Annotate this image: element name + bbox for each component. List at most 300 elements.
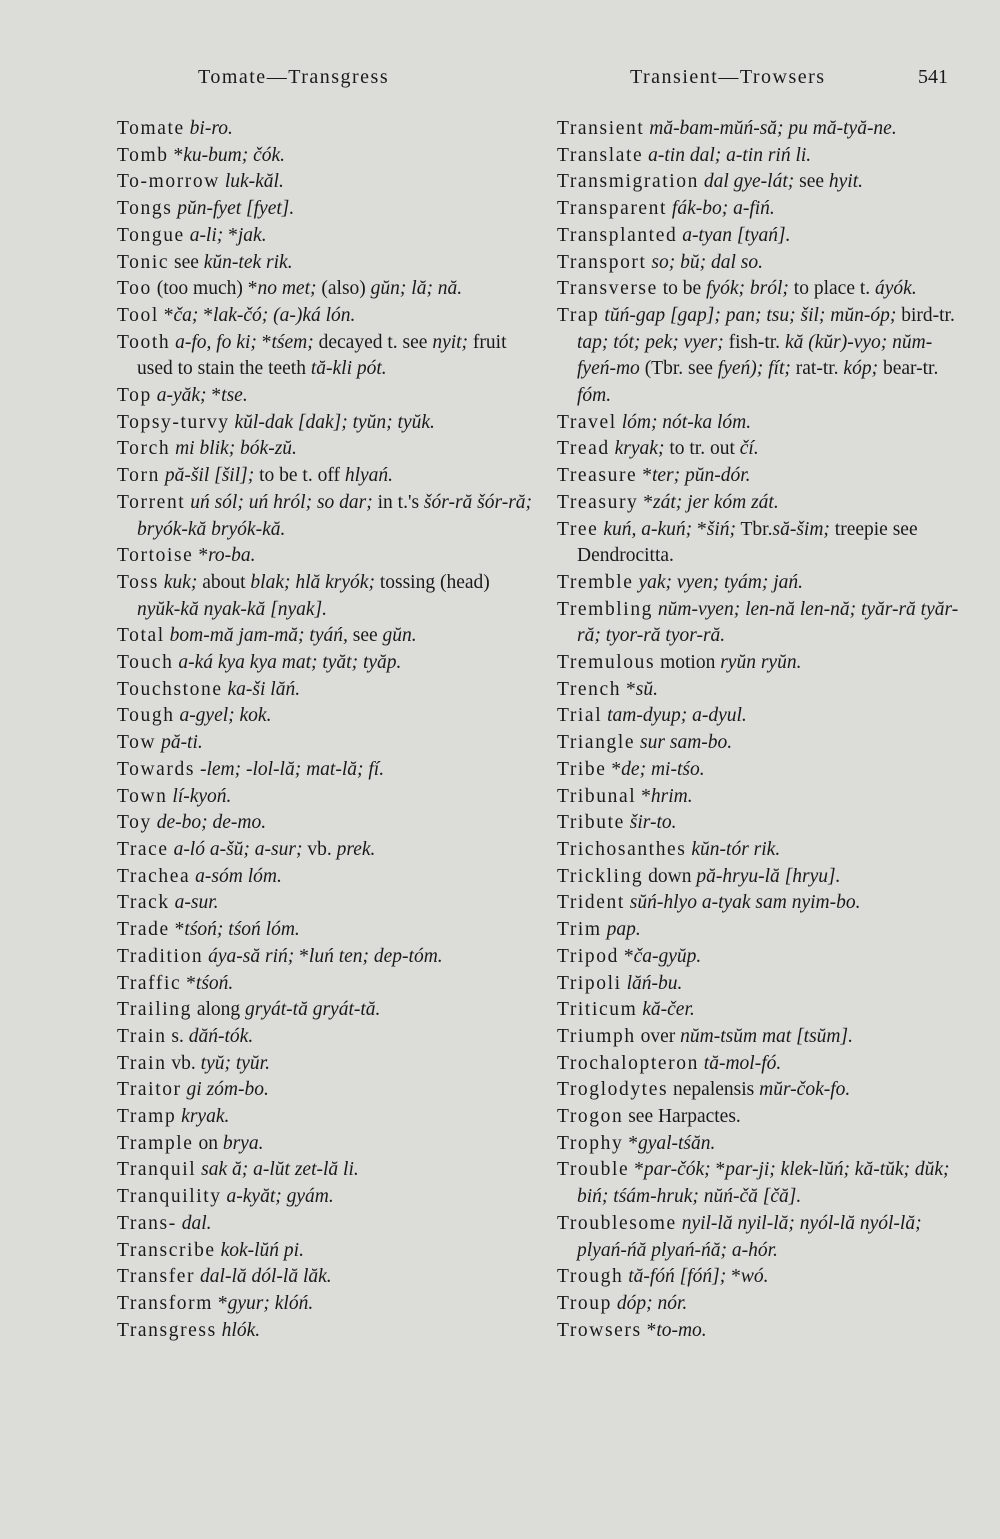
entry-lepcha-text: gi zóm-bo. [186, 1079, 269, 1101]
entry-lepcha-text: mi blik; bók-zŭ. [175, 438, 297, 460]
entry-lepcha-text: ryŭn ryŭn. [720, 652, 802, 674]
entry-lepcha-text: hlyań. [344, 465, 394, 487]
dictionary-entry [117, 570, 537, 623]
dictionary-entry [557, 517, 967, 570]
entry-headword: Trembling [557, 598, 654, 620]
dictionary-entry [557, 143, 967, 170]
entry-headword: Toss [117, 571, 159, 593]
entry-lepcha-text: uń sól; uń hról; so dar; [190, 491, 373, 513]
entry-lepcha-text: să-šim; [772, 518, 830, 540]
entry-lepcha-text: kok-lŭń pi. [220, 1239, 304, 1261]
entry-headword: Triticum [557, 999, 638, 1021]
dictionary-entry [557, 1131, 967, 1158]
entry-lepcha-text: par-čók; [643, 1159, 711, 1181]
entry-headword: Trailing [117, 999, 192, 1021]
entry-english-text: * [710, 1159, 726, 1181]
entry-english-text: * [629, 1159, 644, 1181]
dictionary-entry [557, 410, 967, 437]
entry-lepcha-text: ter; pŭn-dór. [651, 465, 751, 487]
entry-lepcha-text: a-yăk; [156, 385, 207, 407]
entry-lepcha-text: pă-hryu-lă [hryu]. [696, 865, 841, 887]
entry-english-text: fruit used to stain the teeth [137, 331, 507, 380]
entry-lepcha-text: fyók; bról; [706, 278, 789, 300]
entry-lepcha-text: lak-čó; (a-)ká lón. [213, 304, 356, 326]
entry-lepcha-text: kuń, a-kuń; [603, 518, 693, 540]
entry-lepcha-text: hlók. [221, 1319, 261, 1341]
entry-headword: Treasure [557, 465, 638, 487]
dictionary-entry [557, 223, 967, 250]
entry-lepcha-text: gryát-tă gryát-tă. [245, 999, 381, 1021]
dictionary-entry [117, 1131, 537, 1158]
dictionary-entry [117, 410, 537, 437]
entry-headword: Torch [117, 438, 171, 460]
dictionary-entry [117, 784, 537, 811]
entry-headword: Trophy [557, 1132, 624, 1154]
entry-lepcha-text: hrim. [650, 785, 693, 807]
dictionary-entry [117, 971, 537, 998]
dictionary-entry [557, 169, 967, 196]
entry-headword: Toy [117, 812, 152, 834]
dictionary-entry [557, 303, 967, 410]
entry-lepcha-text: kóp; [843, 358, 879, 380]
entry-headword: Triangle [557, 732, 636, 754]
entry-lepcha-text: gyur; klóń. [227, 1292, 314, 1314]
entry-headword: Tomb [117, 144, 169, 166]
dictionary-entry [557, 1157, 967, 1210]
entry-headword: Trowsers [557, 1319, 642, 1341]
entry-headword: Treasury [557, 491, 639, 513]
dictionary-entry [117, 1024, 537, 1051]
entry-english-text: * [181, 972, 196, 994]
entry-english-text: over [635, 1025, 681, 1047]
dictionary-entry [117, 143, 537, 170]
entry-lepcha-text: fóm. [577, 385, 612, 407]
entry-headword: Tradition [117, 945, 204, 967]
dictionary-entry [557, 730, 967, 757]
entry-headword: Tread [557, 438, 610, 460]
dictionary-entry [117, 1104, 537, 1131]
entry-headword: Troglodytes [557, 1079, 669, 1101]
entry-lepcha-text: luk-kăl. [224, 171, 284, 193]
entry-lepcha-text: a-fo, fo ki; [175, 331, 257, 353]
dictionary-entry [557, 1104, 967, 1131]
entry-lepcha-text: dal gye-lát; [703, 171, 795, 193]
entry-headword: Tonic [117, 251, 170, 273]
entry-english-text: see [169, 251, 204, 273]
entry-lepcha-text: jak. [237, 224, 267, 246]
entry-english-text: fish-tr. [723, 331, 785, 353]
entry-lepcha-text: kŭn-tór rik. [691, 838, 781, 860]
entry-english-text: vb. [166, 1052, 201, 1074]
entry-english-text: * [619, 945, 634, 967]
entry-english-text: rat-tr. [790, 358, 844, 380]
dictionary-entry [117, 997, 537, 1024]
entry-lepcha-text: ku-bum; čók. [183, 144, 286, 166]
dictionary-entry [117, 463, 537, 490]
entry-headword: Trans- [117, 1212, 177, 1234]
entry-headword: Tomate [117, 118, 185, 139]
entry-headword: Tooth [117, 331, 171, 353]
entry-headword: Tremulous [557, 652, 656, 674]
left-column [117, 116, 537, 1344]
entry-lepcha-text: kŭn-tek rik. [203, 251, 293, 273]
dictionary-entry [557, 890, 967, 917]
entry-headword: Town [117, 785, 168, 807]
dictionary-entry [117, 730, 537, 757]
entry-lepcha-text: pŭn-fyet [fyet]. [177, 198, 295, 220]
entry-lepcha-text: sak ă; a-lŭt zet-lă li. [201, 1159, 359, 1181]
entry-english-text: see Harpactes. [623, 1106, 741, 1128]
dictionary-entry [557, 463, 967, 490]
entry-lepcha-text: nyŭk-kă nyak-kă [nyak]. [137, 598, 328, 620]
entry-headword: Trim [557, 919, 602, 941]
entry-lepcha-text: tŭń-gap [gap]; pan; tsu; šil; mŭn-óp; [604, 304, 897, 326]
dictionary-entry [557, 1291, 967, 1318]
dictionary-entry [117, 810, 537, 837]
dictionary-entry [557, 1051, 967, 1078]
entry-lepcha-text: áyók. [875, 278, 917, 300]
entry-english-text: * [636, 785, 651, 807]
entry-english-text: decayed t. see [313, 331, 433, 353]
entry-headword: Trickling [557, 865, 644, 887]
entry-lepcha-text: tyŭ; tyŭr. [200, 1052, 270, 1074]
entry-headword: Transmigration [557, 171, 699, 193]
entry-headword: Towards [117, 758, 196, 780]
entry-english-text: about [197, 571, 251, 593]
entry-headword: Touchstone [117, 678, 223, 700]
entry-lepcha-text: tse. [221, 385, 248, 407]
dictionary-entry [117, 1077, 537, 1104]
entry-english-text: * [692, 518, 707, 540]
entry-lepcha-text: tă-mol-fó. [703, 1052, 782, 1074]
dictionary-entry [557, 196, 967, 223]
entry-english-text: along [191, 999, 246, 1021]
entry-lepcha-text: a-ló a-šŭ; a-sur; [173, 838, 303, 860]
entry-lepcha-text: mă-bam-mŭń-să; pu mă-tyă-ne. [649, 118, 897, 139]
dictionary-entry [117, 864, 537, 891]
entry-lepcha-text: gŭn; lă; nă. [370, 278, 463, 300]
entry-english-text: * [168, 144, 184, 166]
entry-headword: Tranquility [117, 1186, 222, 1208]
entry-lepcha-text: áya-să riń; [208, 945, 295, 967]
dictionary-entry [557, 1264, 967, 1291]
entry-headword: Too [117, 278, 152, 300]
entry-headword: Traitor [117, 1079, 182, 1101]
dictionary-entry [557, 116, 967, 143]
dictionary-entry [117, 116, 537, 143]
entry-lepcha-text: zát; jer kóm zát. [653, 491, 779, 513]
entry-lepcha-text: a-li; [189, 224, 224, 246]
entry-lepcha-text: šir-to. [629, 812, 677, 834]
entry-lepcha-text: hyit. [828, 171, 864, 193]
entry-lepcha-text: prek. [336, 838, 376, 860]
entry-lepcha-text: a-ká kya kya mat; tyăt; tyăp. [178, 652, 402, 674]
dictionary-entry [117, 623, 537, 650]
entry-lepcha-text: gŭn. [382, 625, 417, 647]
entry-english-text: nepalensis [668, 1079, 760, 1101]
entry-headword: Tongue [117, 224, 185, 246]
entry-english-text: (too much) * [151, 278, 258, 300]
dictionary-entry [117, 837, 537, 864]
dictionary-entry [117, 917, 537, 944]
dictionary-entry [117, 703, 537, 730]
entry-headword: Transfer [117, 1266, 196, 1288]
entry-lepcha-text: bom-mă jam-mă; tyáń, [169, 625, 348, 647]
entry-english-text: to tr. out [664, 438, 740, 460]
entry-headword: Transcribe [117, 1239, 216, 1261]
dictionary-entry [117, 1238, 537, 1265]
entry-english-text: * [206, 385, 222, 407]
entry-lepcha-text: yak; vyen; tyám; jań. [638, 571, 804, 593]
entry-headword: Tree [557, 518, 599, 540]
entry-headword: Total [117, 625, 165, 647]
entry-lepcha-text: fyeń); fít; [717, 358, 791, 380]
entry-headword: Torn [117, 465, 160, 487]
dictionary-entry [117, 330, 537, 383]
entry-lepcha-text: lí-kyoń. [172, 785, 232, 807]
dictionary-entry [117, 276, 537, 303]
entry-english-text: * [623, 1132, 638, 1154]
entry-headword: Touch [117, 652, 174, 674]
entry-english-text: * [198, 304, 214, 326]
entry-headword: Tripod [557, 945, 619, 967]
entry-headword: Track [117, 892, 170, 914]
dictionary-entry [117, 196, 537, 223]
dictionary-entry [557, 864, 967, 891]
entry-headword: Tramp [117, 1106, 177, 1128]
entry-headword: Top [117, 385, 152, 407]
entry-headword: Transient [557, 118, 645, 139]
entry-english-text: * [294, 945, 309, 967]
entry-lepcha-text: šiń; [706, 518, 736, 540]
entry-english-text: * [726, 1266, 741, 1288]
entry-lepcha-text: to-mo. [656, 1319, 707, 1341]
dictionary-entry [117, 169, 537, 196]
entry-headword: Tool [117, 304, 159, 326]
entry-headword: Transport [557, 251, 647, 273]
entry-headword: Tough [117, 705, 175, 727]
entry-lepcha-text: no met; [257, 278, 317, 300]
entry-headword: Transform [117, 1292, 214, 1314]
entry-english-text: * [158, 304, 174, 326]
entry-headword: Trichosanthes [557, 838, 687, 860]
running-head-left: Tomate—Transgress [198, 66, 390, 88]
dictionary-entry [557, 436, 967, 463]
entry-headword: Tribunal [557, 785, 637, 807]
entry-headword: Trample [117, 1132, 194, 1154]
dictionary-entry [557, 1077, 967, 1104]
entry-lepcha-text: luń ten; dep-tóm. [308, 945, 443, 967]
entry-lepcha-text: sur sam-bo. [640, 732, 733, 754]
dictionary-entry [557, 490, 967, 517]
entry-lepcha-text: šór-ră šór-ră; bryók-kă bryók-kă. [137, 491, 533, 540]
entry-headword: Transparent [557, 198, 668, 220]
entry-english-text: * [641, 1319, 657, 1341]
entry-lepcha-text: de-bo; de-mo. [156, 812, 267, 834]
entry-english-text: see [347, 625, 383, 647]
entry-headword: Trace [117, 838, 169, 860]
entry-headword: Triumph [557, 1025, 636, 1047]
entry-headword: Trident [557, 892, 625, 914]
entry-lepcha-text: tă-kli pót. [310, 358, 387, 380]
entry-lepcha-text: blak; hlă kryók; [250, 571, 375, 593]
entry-headword: Troublesome [557, 1212, 677, 1234]
entry-headword: Trouble [557, 1159, 630, 1181]
entry-lepcha-text: pap. [606, 919, 641, 941]
dictionary-entry [557, 250, 967, 277]
dictionary-entry [557, 944, 967, 971]
dictionary-entry [117, 383, 537, 410]
entry-lepcha-text: ča; [173, 304, 199, 326]
entry-english-text: to be [657, 278, 707, 300]
entry-headword: Trogon [557, 1106, 624, 1128]
dictionary-entry [557, 650, 967, 677]
entry-english-text: treepie see Dendrocitta. [577, 518, 918, 567]
entry-headword: Tow [117, 732, 157, 754]
entry-headword: Trap [557, 304, 600, 326]
entry-lepcha-text: -lem; -lol-lă; mat-lă; fí. [199, 758, 385, 780]
right-column [557, 116, 967, 1344]
dictionary-entry [557, 1318, 967, 1345]
entry-headword: Topsy-turvy [117, 411, 230, 433]
entry-english-text: * [637, 465, 652, 487]
entry-english-text: * [169, 919, 185, 941]
dictionary-entry [117, 1318, 537, 1345]
entry-lepcha-text: tap; tót; pek; vyer; [577, 331, 724, 353]
dictionary-entry [117, 890, 537, 917]
dictionary-entry [117, 944, 537, 971]
entry-lepcha-text: gyal-tśăn. [637, 1132, 716, 1154]
entry-lepcha-text: sŭń-hlyo a-tyak sam nyim-bo. [629, 892, 861, 914]
entry-english-text: * [213, 1292, 228, 1314]
entry-lepcha-text: par-ji; klek-lŭń; kă-tŭk; dŭk; biń; tśám-hruk; nŭń-čă [čă]. [577, 1159, 950, 1208]
entry-lepcha-text: dóp; nór. [616, 1292, 688, 1314]
dictionary-entry [117, 223, 537, 250]
dictionary-entry [117, 436, 537, 463]
entry-english-text: bear-tr. [878, 358, 939, 380]
entry-headword: Tranquil [117, 1159, 197, 1181]
dictionary-entry [117, 250, 537, 277]
entry-lepcha-text: kryak; [614, 438, 665, 460]
dictionary-entry [117, 490, 537, 543]
entry-headword: Tribute [557, 812, 625, 834]
dictionary-entry [557, 1024, 967, 1051]
entry-lepcha-text: kŭl-dak [dak]; tyŭn; tyŭk. [234, 411, 435, 433]
entry-headword: Troup [557, 1292, 612, 1314]
entry-headword: Tremble [557, 571, 634, 593]
page-number: 541 [918, 66, 948, 88]
dictionary-entry [117, 1184, 537, 1211]
entry-lepcha-text: nŭm-tsŭm mat [tsŭm]. [680, 1025, 853, 1047]
entry-lepcha-text: kryak. [181, 1106, 230, 1128]
entry-lepcha-text: de; mi-tśo. [621, 758, 705, 780]
entry-headword: Travel [557, 411, 617, 433]
dictionary-entry [557, 837, 967, 864]
entry-lepcha-text: ka-ši lăń. [227, 678, 301, 700]
entry-english-text: motion [655, 652, 721, 674]
entry-lepcha-text: tam-dyup; a-dyul. [607, 705, 747, 727]
entry-english-text: * [606, 758, 622, 780]
entry-lepcha-text: tśoń. [195, 972, 234, 994]
entry-lepcha-text: sŭ. [635, 678, 658, 700]
dictionary-entry [117, 303, 537, 330]
entry-lepcha-text: a-tin dal; a-tin riń li. [648, 144, 812, 166]
entry-english-text: bird-tr. [896, 304, 955, 326]
entry-lepcha-text: lăń-bu. [626, 972, 683, 994]
dictionary-entry [557, 570, 967, 597]
entry-lepcha-text: dăń-tók. [188, 1025, 254, 1047]
dictionary-entry [557, 917, 967, 944]
entry-lepcha-text: ča-gyŭp. [633, 945, 702, 967]
running-head-right: Transient—Trowsers [630, 66, 826, 88]
entry-lepcha-text: brya. [222, 1132, 264, 1154]
dictionary-entry [117, 1291, 537, 1318]
entry-english-text: * [256, 331, 272, 353]
entry-headword: Torrent [117, 491, 186, 513]
entry-english-text: vb. [302, 838, 337, 860]
dictionary-entry [557, 703, 967, 730]
entry-english-text: Tbr. [736, 518, 773, 540]
dictionary-entry [557, 997, 967, 1024]
entry-lepcha-text: pă-šil [šil]; [164, 465, 255, 487]
entry-english-text: down [643, 865, 697, 887]
dictionary-entry [557, 1211, 967, 1264]
entry-lepcha-text: a-gyel; kok. [179, 705, 272, 727]
dictionary-entry [557, 677, 967, 704]
dictionary-entry [117, 757, 537, 784]
entry-english-text: * [193, 545, 209, 567]
entry-headword: Tortoise [117, 545, 194, 567]
entry-lepcha-text: nŭm-vyen; len-nă len-nă; tyăr-ră tyăr-ră; tyor-ră tyor-ră. [577, 598, 959, 647]
entry-lepcha-text: nyil-lă nyil-lă; nyól-lă nyól-lă; plyań-ńă plyań-ńă; a-hór. [577, 1212, 922, 1261]
entry-english-text: in t.'s [372, 491, 424, 513]
dictionary-entry [557, 810, 967, 837]
entry-lepcha-text: kă-čer. [642, 999, 695, 1021]
entry-lepcha-text: bi-ro. [189, 118, 233, 139]
dictionary-entry [117, 1264, 537, 1291]
entry-english-text: * [621, 678, 636, 700]
entry-lepcha-text: tśem; [271, 331, 314, 353]
entry-english-text: see [794, 171, 829, 193]
entry-headword: Train [117, 1052, 167, 1074]
dictionary-entry [557, 597, 967, 650]
entry-headword: Trial [557, 705, 603, 727]
entry-lepcha-text: a-tyan [tyań]. [682, 224, 791, 246]
dictionary-entry [117, 543, 537, 570]
entry-english-text: s. [166, 1025, 189, 1047]
entry-headword: Trough [557, 1266, 624, 1288]
dictionary-entry [117, 677, 537, 704]
entry-headword: Train [117, 1025, 167, 1047]
entry-lepcha-text: dal. [181, 1212, 212, 1234]
entry-lepcha-text: a-kyăt; gyám. [226, 1186, 334, 1208]
entry-lepcha-text: so; bŭ; dal so. [651, 251, 763, 273]
dictionary-entry [557, 784, 967, 811]
entry-headword: Transplanted [557, 224, 678, 246]
entry-english-text: * [638, 491, 654, 513]
entry-lepcha-text: kuk; [163, 571, 198, 593]
entry-headword: Trench [557, 678, 622, 700]
entry-lepcha-text: tă-fóń [fóń]; [628, 1266, 727, 1288]
entry-headword: Tribe [557, 758, 607, 780]
entry-lepcha-text: čí. [739, 438, 759, 460]
entry-lepcha-text: a-sur. [174, 892, 219, 914]
entry-lepcha-text: dal-lă dól-lă lăk. [200, 1266, 332, 1288]
entry-headword: Tripoli [557, 972, 622, 994]
entry-headword: Transverse [557, 278, 658, 300]
dictionary-entry [117, 1157, 537, 1184]
entry-english-text: to be t. off [254, 465, 345, 487]
